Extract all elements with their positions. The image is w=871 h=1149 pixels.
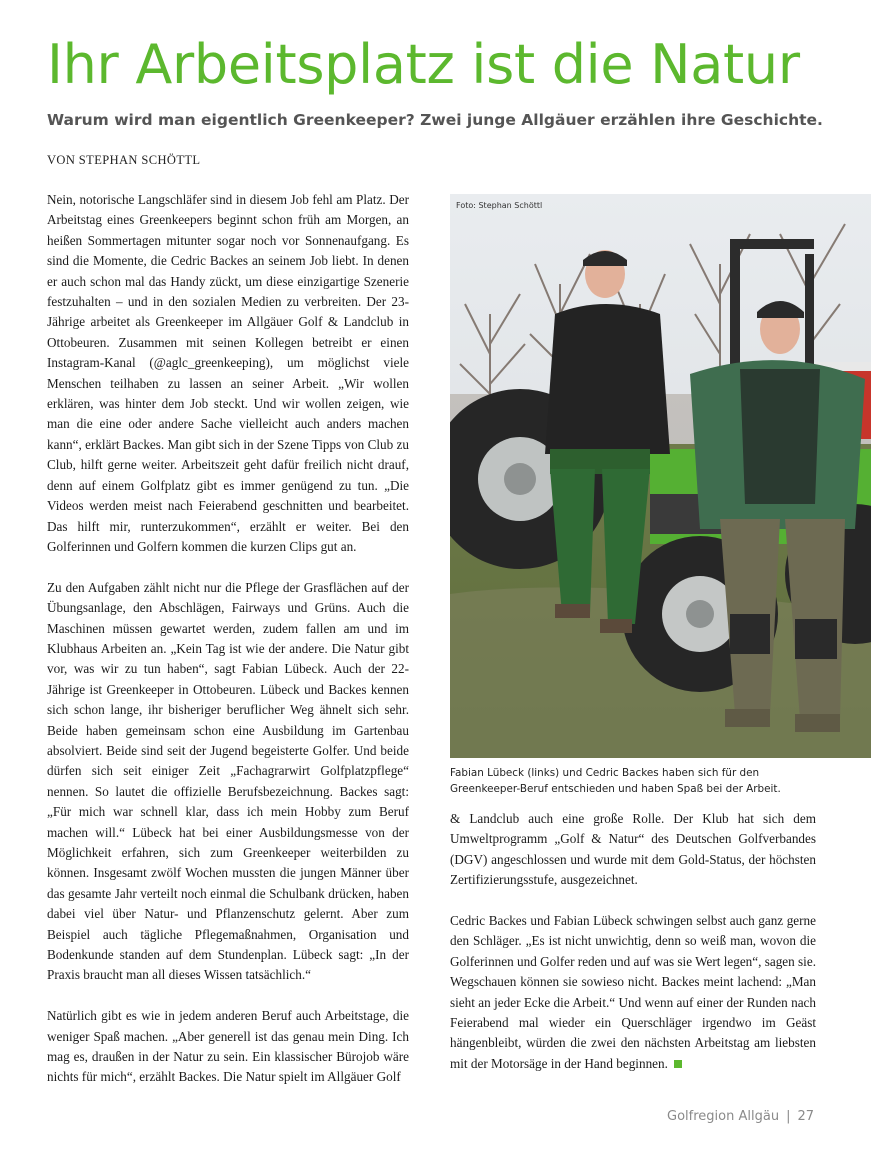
page-footer <box>667 1109 814 1124</box>
footer-separator: | <box>786 1109 791 1124</box>
photo-illustration <box>450 194 871 758</box>
publication-name: Golfregion Allgäu <box>667 1109 780 1124</box>
right-text-column <box>450 809 816 1074</box>
paragraph-text: Cedric Backes und Fabian Lübeck schwingen selbst auch ganz gerne den Schläger. „Es ist nicht unwichtig, denn so weiß man, wovon die Golferinnen und Golfer reden und auf was sie Wert legen“, sagen sie. Wegschauen können sie sowieso nicht. Backes meint lachend: „Man sieht an jeder Ecke die Arbeit.“ Und wenn auf einer der Runden nach Feierabend mal wieder ein Querschläger irgendwo im Geäst hängenbleibt, würden die zwei den nächsten Arbeitstag am liebsten mit der Motorsäge in der Hand beginnen. <box>450 913 816 1071</box>
left-text-column <box>47 190 409 1088</box>
byline: VON STEPHAN SCHÖTTL <box>47 153 201 167</box>
article-title: Ihr Arbeitsplatz ist die Natur <box>47 33 800 96</box>
end-of-article-square-icon <box>674 1060 682 1068</box>
paragraph: Nein, notorische Langschläfer sind in diesem Job fehl am Platz. Der Arbeitstag eines Greenkeepers beginnt schon früh am Morgen, an heißen Sommertagen mitunter sogar noch vor Sonnenaufgang. Es sind die Momente, die Cedric Backes an seinem Job liebt. In denen er auch schon mal das Handy zückt, um diese einzigartige Szenerie festzuhalten – und in den sozialen Medien zu verbreiten. Der 23-Jährige arbeitet als Greenkeeper im Allgäuer Golf & Landclub in Ottobeuren. Zusammen mit seinen Kollegen betreibt er einen Instagram-Kanal (@aglc_greenkeeping), um möglichst viele Menschen teilhaben zu lassen an seiner Arbeit. „Wir wollen erklären, was hinter dem Job steckt. Und wir wollen zeigen, wie man die eine oder andere Sache vielleicht auch anders machen kann“, erklärt Backes. Man gibt sich in der Szene Tipps von Club zu Club, hilft gerne weiter. Arbeitszeit geht dafür freilich nicht drauf, denn auf einem Golfplatz gibt es immer genügend zu tun. „Die Videos werden meist nach Feierabend geschnitten und bearbeitet. Das hilft mir, runterzukommen“, erzählt er weiter. Bei den Golferinnen und Golfern kommen die kurzen Clips gut an. <box>47 192 409 554</box>
paragraph: Zu den Aufgaben zählt nicht nur die Pflege der Grasflächen auf der Übungsanlage, den Abschlägen, Fairways und Grüns. Auch die Maschinen müssen gewartet werden, zudem fallen am und im Klubhaus Arbeiten an. „Kein Tag ist wie der andere. Die Natur gibt vor, was wir zu tun haben“, sagt Fabian Lübeck. Auch der 22-Jährige ist Greenkeeper in Ottobeuren. Lübeck und Backes kennen sich schon lange, ihr bisheriger beruflicher Weg ähnelt sich sehr. Beide haben gemeinsam schon eine Ausbildung im Gartenbau absolviert. Beide sind seit der Jugend begeisterte Golfer. Und beide dürfen sich seit einiger Zeit „Fachagrarwirt Golfplatzpflege“ nennen. So lautet die offizielle Berufsbezeichnung. Backes sagt: „Für mich war schnell klar, dass ich mein Hobby zum Beruf machen will.“ Lübeck hat bei einer Ausbildungsmesse von der Möglichkeit erfahren, sich zum Greenkeeper weiterbilden zu können. Insgesamt zwölf Wochen mussten die jungen Männer über das gesamte Jahr verteilt noch einmal die Schulbank drücken, haben dabei viel über Natur- und Pflanzenschutz gelernt. Aber zum Beispiel auch tägliche Pflegemaßnahmen, Organisation und Bodenkunde standen auf dem Stundenplan. Lübeck sagt: „In der Praxis braucht man all dieses Wissen tatsächlich.“ <box>47 579 409 983</box>
photo-caption: Fabian Lübeck (links) und Cedric Backes haben sich für den Greenkeeper-Beruf entschieden und haben Spaß bei der Arbeit. <box>450 767 781 795</box>
article-subtitle: Warum wird man eigentlich Greenkeeper? Zwei junge Allgäuer erzählen ihre Geschichte. <box>47 111 823 129</box>
photo-credit: Foto: Stephan Schöttl <box>456 201 543 210</box>
paragraph <box>450 911 816 1074</box>
paragraph: & Landclub auch eine große Rolle. Der Klub hat sich dem Umweltprogramm „Golf & Natur“ des Deutschen Golfverbandes (DGV) angeschlossen und wurde mit dem Gold-Status, der höchsten Zertifizierungsstufe, ausgezeichnet. <box>450 811 816 888</box>
article-photo <box>450 194 871 758</box>
page-number: 27 <box>797 1109 814 1124</box>
paragraph: Natürlich gibt es wie in jedem anderen Beruf auch Arbeitstage, die weniger Spaß machen. „Aber generell ist das genau mein Ding. Ich mag es, draußen in der Natur zu sein. Ein klassischer Bürojob wäre nichts für mich“, erzählt Backes. Die Natur spielt im Allgäuer Golf <box>47 1008 409 1085</box>
